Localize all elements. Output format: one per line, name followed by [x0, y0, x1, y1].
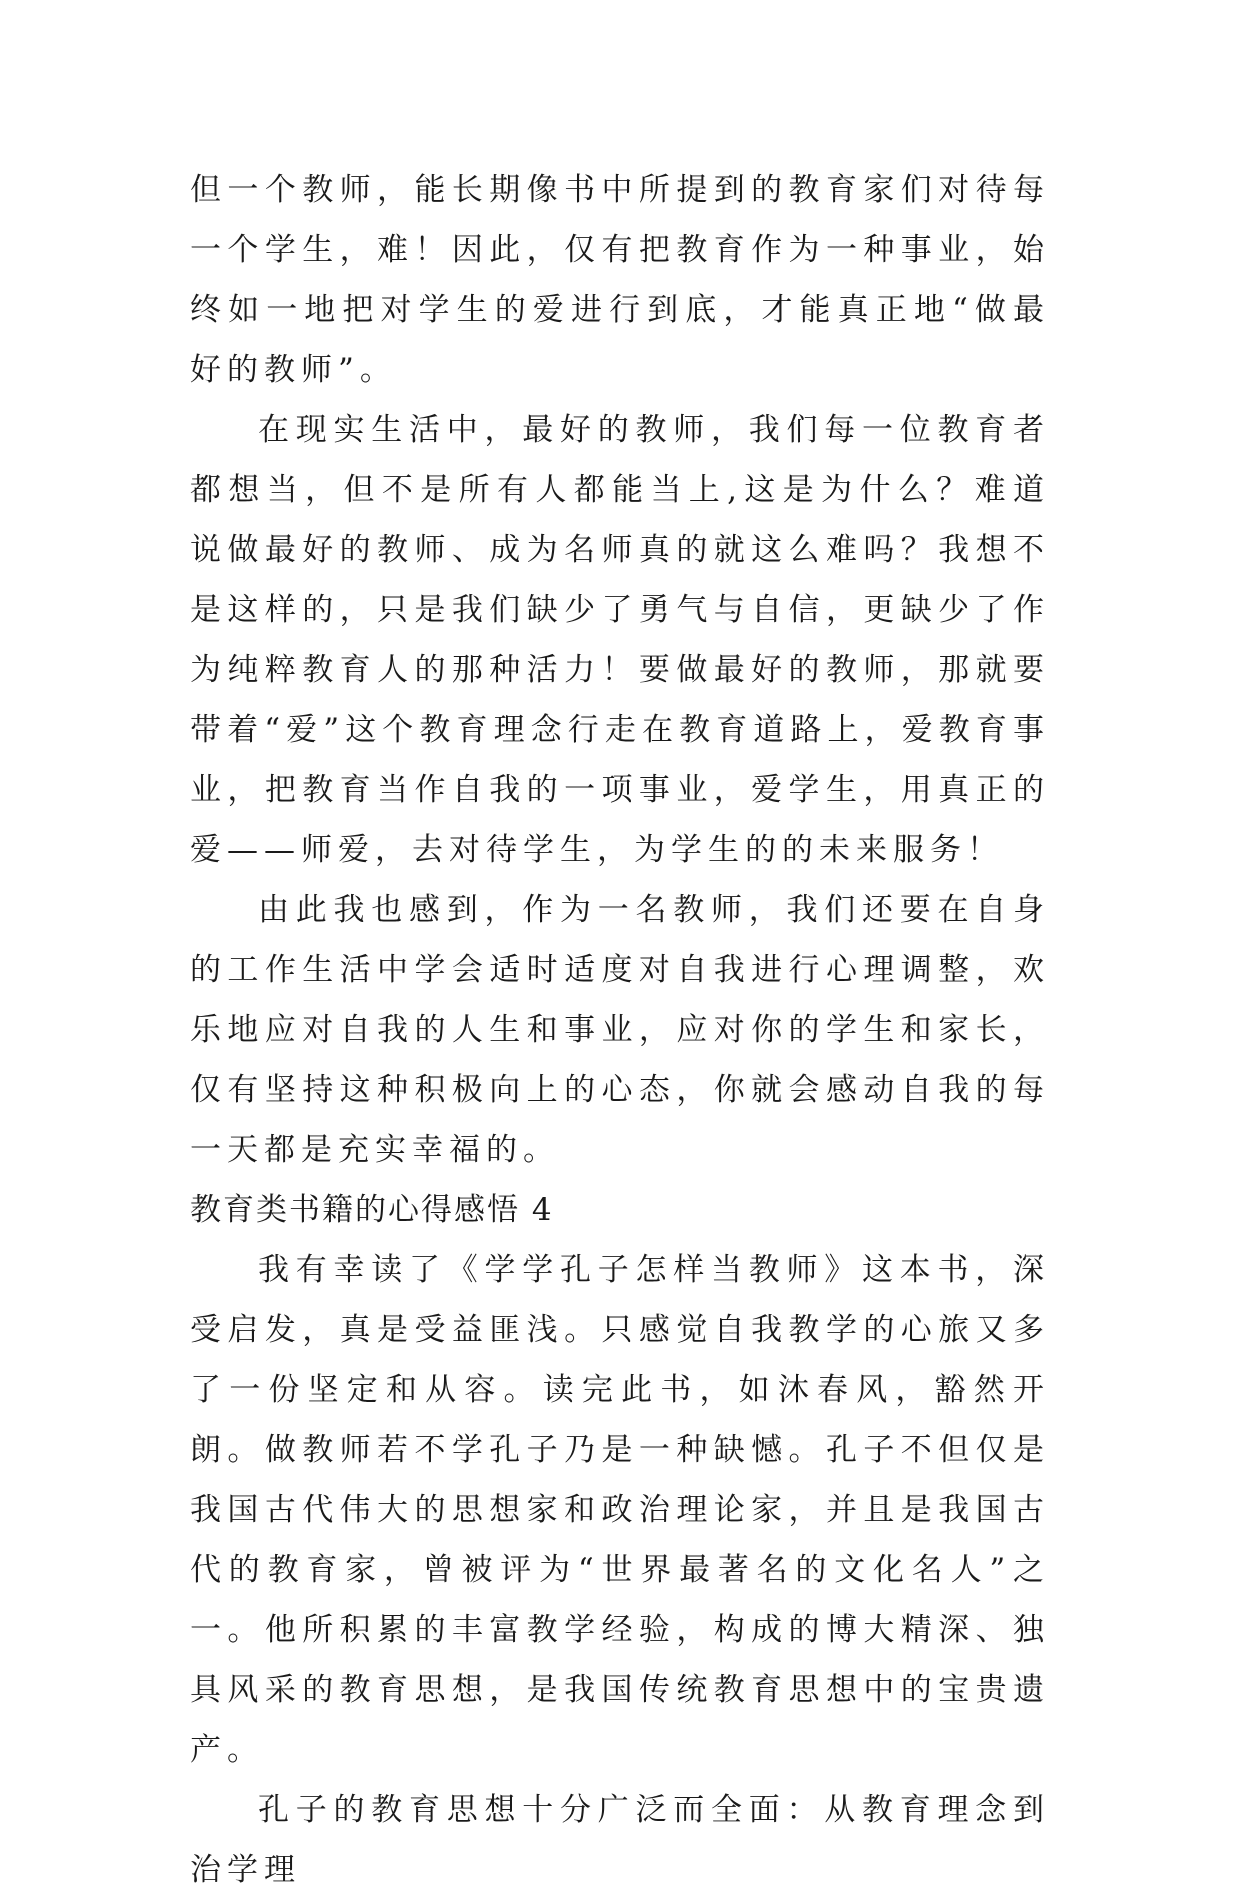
- paragraph-2: 在现实生活中，最好的教师，我们每一位教育者都想当，但不是所有人都能当上,这是为什么？难道说做最好的教师、成为名师真的就这么难吗？我想不是这样的，只是我们缺少了勇气与自信，更缺少了作为纯粹教育人的那种活力！要做最好的教师，那就要带着“爱”这个教育理念行走在教育道路上，爱教育事业，把教育当作自我的一项事业，爱学生，用真正的爱——师爱，去对待学生，为学生的的未来服务！: [190, 412, 1050, 868]
- paragraph-4: 我有幸读了《学学孔子怎样当教师》这本书，深受启发，真是受益匪浅。只感觉自我教学的心旅又多了一份坚定和从容。读完此书，如沐春风，豁然开朗。做教师若不学孔子乃是一种缺憾。孔子不但仅是我国古代伟大的思想家和政治理论家，并且是我国古代的教育家，曾被评为“世界最著名的文化名人”之一。他所积累的丰富教学经验，构成的博大精深、独具风采的教育思想，是我国传统教育思想中的宝贵遗产。: [190, 1252, 1050, 1768]
- document-page: [190, 160, 1050, 1900]
- section-heading: 教育类书籍的心得感悟 4: [190, 1192, 554, 1228]
- paragraph-3: 由此我也感到，作为一名教师，我们还要在自身的工作生活中学会适时适度对自我进行心理调整，欢乐地应对自我的人生和事业，应对你的学生和家长，仅有坚持这种积极向上的心态，你就会感动自我的每一天都是充实幸福的。: [190, 892, 1050, 1168]
- paragraph-5: 孔子的教育思想十分广泛而全面：从教育理念到治学理: [190, 1792, 1050, 1888]
- paragraph-1: 但一个教师，能长期像书中所提到的教育家们对待每一个学生，难！因此，仅有把教育作为一种事业，始终如一地把对学生的爱进行到底，才能真正地“做最好的教师”。: [190, 172, 1050, 388]
